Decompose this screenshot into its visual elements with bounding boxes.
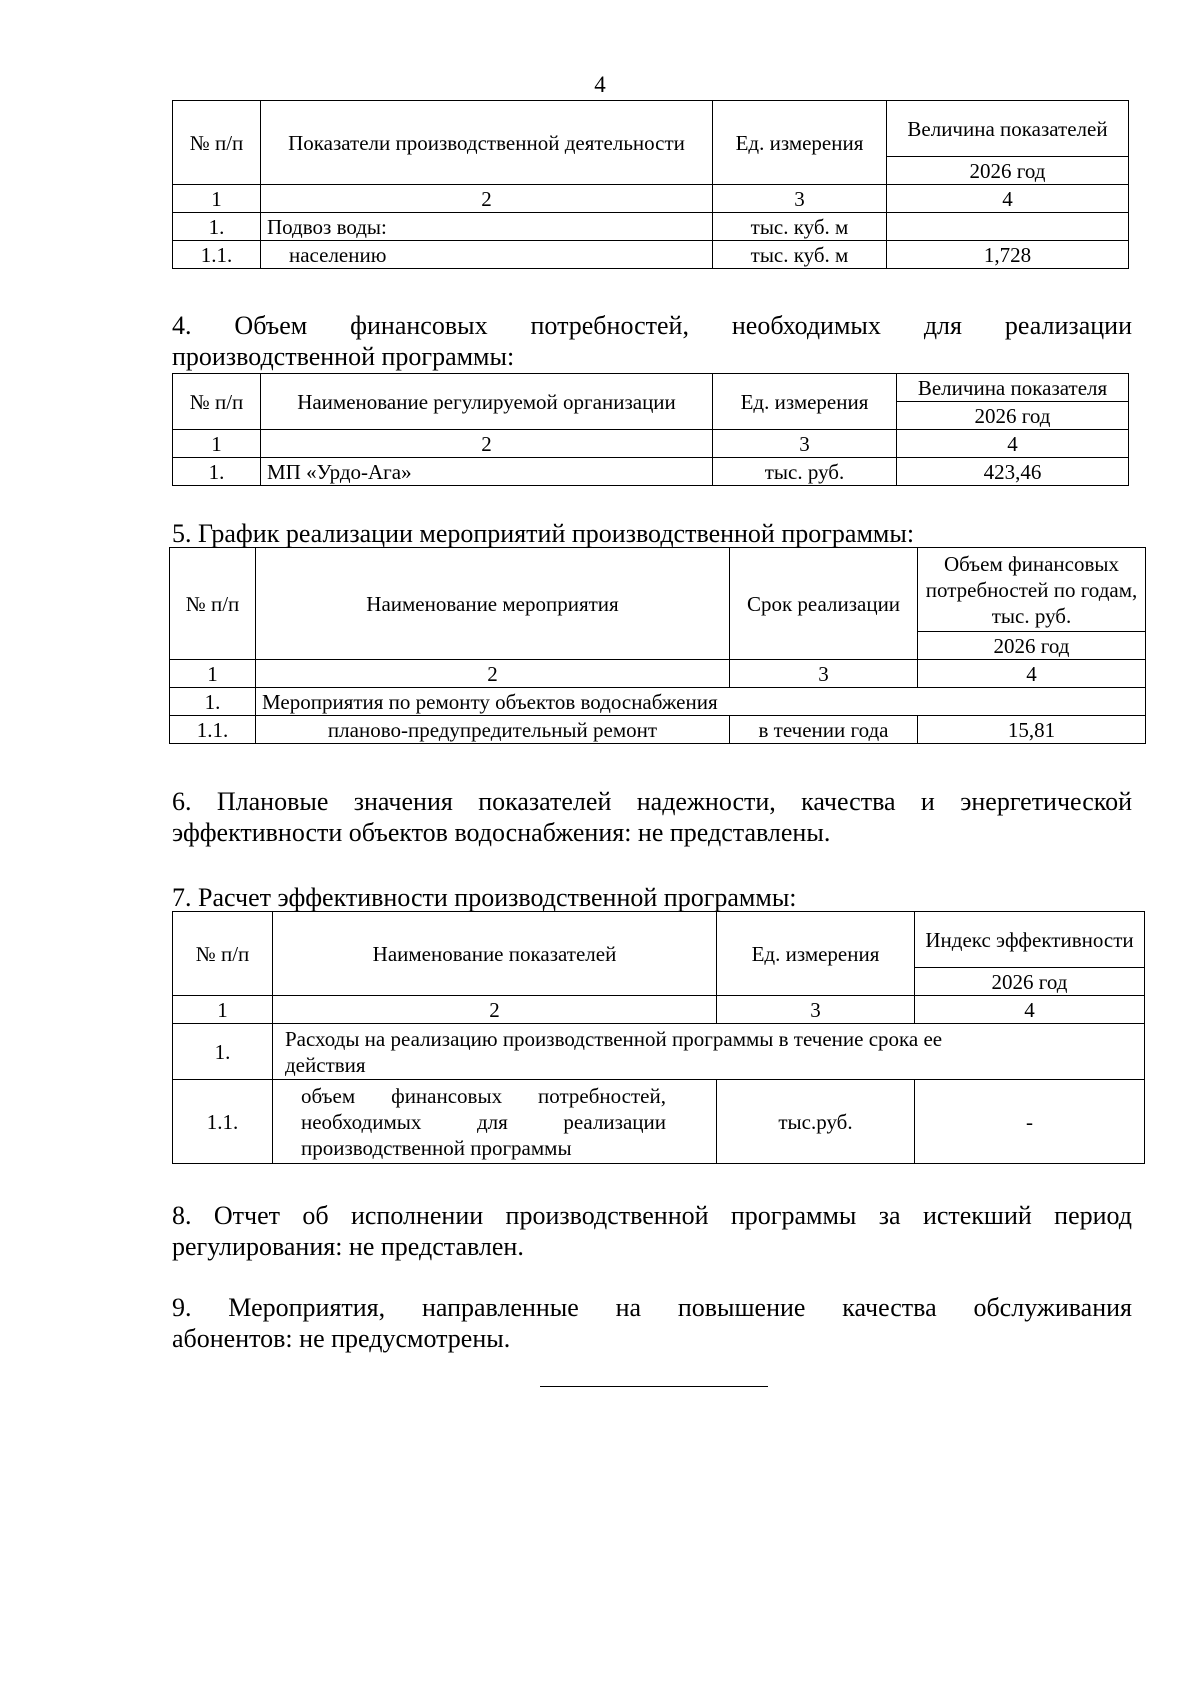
row-number: 1.1. <box>173 241 261 269</box>
row-indicator-line: объем финансовых потребностей, <box>301 1083 666 1108</box>
section-4-line1: 4. Объем финансовых потребностей, необходимых для реализации <box>172 311 1132 340</box>
col-number: 2 <box>261 185 713 213</box>
section-6-line1: 6. Плановые значения показателей надежности, качества и энергетической <box>172 787 1132 816</box>
row-indicator-line: производственной программы <box>301 1135 572 1160</box>
section-8-line1: 8. Отчет об исполнении производственной программы за истекший период <box>172 1201 1132 1230</box>
group-name-line: действия <box>285 1052 366 1077</box>
group-name: Мероприятия по ремонту объектов водоснабжения <box>256 688 1146 716</box>
col-number: 3 <box>713 185 887 213</box>
col-number: 2 <box>261 430 713 458</box>
section-9-line1: 9. Мероприятия, направленные на повышение качества обслуживания <box>172 1293 1132 1322</box>
table-row <box>173 213 1129 241</box>
closing-rule <box>540 1386 768 1387</box>
page-number: 4 <box>594 72 606 97</box>
header-value: Индекс эффективности <box>915 912 1145 968</box>
col-number: 4 <box>915 996 1145 1024</box>
row-organization: МП «Урдо-Ага» <box>261 458 713 486</box>
row-value: 423,46 <box>897 458 1129 486</box>
section-9-line2: абонентов: не предусмотрены. <box>172 1324 511 1353</box>
row-number: 1.1. <box>170 716 256 744</box>
row-value: 1,728 <box>887 241 1129 269</box>
production-indicators-table <box>172 100 1129 269</box>
row-name: Подвоз воды: <box>261 213 713 241</box>
row-value <box>887 213 1129 241</box>
col-number: 1 <box>173 185 261 213</box>
table-row <box>173 458 1129 486</box>
row-value: 15,81 <box>918 716 1146 744</box>
header-number: № п/п <box>173 912 273 996</box>
header-number: № п/п <box>173 101 261 185</box>
col-number: 1 <box>173 430 261 458</box>
col-number: 4 <box>918 660 1146 688</box>
header-activity: Наименование мероприятия <box>256 548 730 660</box>
col-number: 4 <box>897 430 1129 458</box>
row-unit: тыс. куб. м <box>713 241 887 269</box>
col-number: 4 <box>887 185 1129 213</box>
col-number: 3 <box>713 430 897 458</box>
header-indicators: Показатели производственной деятельности <box>261 101 713 185</box>
group-number: 1. <box>170 688 256 716</box>
group-name <box>273 1024 1145 1080</box>
row-unit: тыс.руб. <box>717 1080 915 1164</box>
section-7-title: 7. Расчет эффективности производственной программы: <box>172 883 797 912</box>
row-number: 1. <box>173 458 261 486</box>
col-number: 2 <box>273 996 717 1024</box>
row-number: 1.1. <box>173 1080 273 1164</box>
section-5-title: 5. График реализации мероприятий производственной программы: <box>172 519 915 548</box>
header-term: Срок реализации <box>730 548 918 660</box>
col-number: 3 <box>717 996 915 1024</box>
table-row <box>173 241 1129 269</box>
financial-needs-table <box>172 373 1129 486</box>
header-unit: Ед. измерения <box>713 101 887 185</box>
header-number: № п/п <box>173 374 261 430</box>
table-row <box>170 688 1146 716</box>
col-number: 1 <box>170 660 256 688</box>
table-row <box>173 1080 1145 1164</box>
header-value: Объем финансовых потребностей по годам, тыс. руб. <box>918 548 1146 632</box>
header-year: 2026 год <box>887 157 1129 185</box>
col-number: 3 <box>730 660 918 688</box>
row-activity: планово-предупредительный ремонт <box>256 716 730 744</box>
header-value: Величина показателей <box>887 101 1129 157</box>
table-row <box>170 716 1146 744</box>
col-number: 2 <box>256 660 730 688</box>
col-number: 1 <box>173 996 273 1024</box>
row-unit: тыс. руб. <box>713 458 897 486</box>
row-name: населению <box>261 241 713 269</box>
header-value: Величина показателя <box>897 374 1129 402</box>
header-unit: Ед. измерения <box>713 374 897 430</box>
header-number: № п/п <box>170 548 256 660</box>
header-unit: Ед. измерения <box>717 912 915 996</box>
header-year: 2026 год <box>915 968 1145 996</box>
row-number: 1. <box>173 213 261 241</box>
row-indicator-line: необходимых для реализации <box>301 1109 666 1134</box>
section-4-line2: производственной программы: <box>172 342 515 371</box>
section-6-line2: эффективности объектов водоснабжения: не представлены. <box>172 818 831 847</box>
group-number: 1. <box>173 1024 273 1080</box>
row-value: - <box>915 1080 1145 1164</box>
row-indicator <box>273 1080 717 1164</box>
row-unit: тыс. куб. м <box>713 213 887 241</box>
section-8-line2: регулирования: не представлен. <box>172 1232 524 1261</box>
header-organization: Наименование регулируемой организации <box>261 374 713 430</box>
header-year: 2026 год <box>918 632 1146 660</box>
row-term: в течении года <box>730 716 918 744</box>
schedule-table <box>169 547 1146 744</box>
header-indicators: Наименование показателей <box>273 912 717 996</box>
table-row <box>173 1024 1145 1080</box>
header-year: 2026 год <box>897 402 1129 430</box>
efficiency-table <box>172 911 1145 1164</box>
group-name-line: Расходы на реализацию производственной программы в течение срока ее <box>285 1026 943 1051</box>
